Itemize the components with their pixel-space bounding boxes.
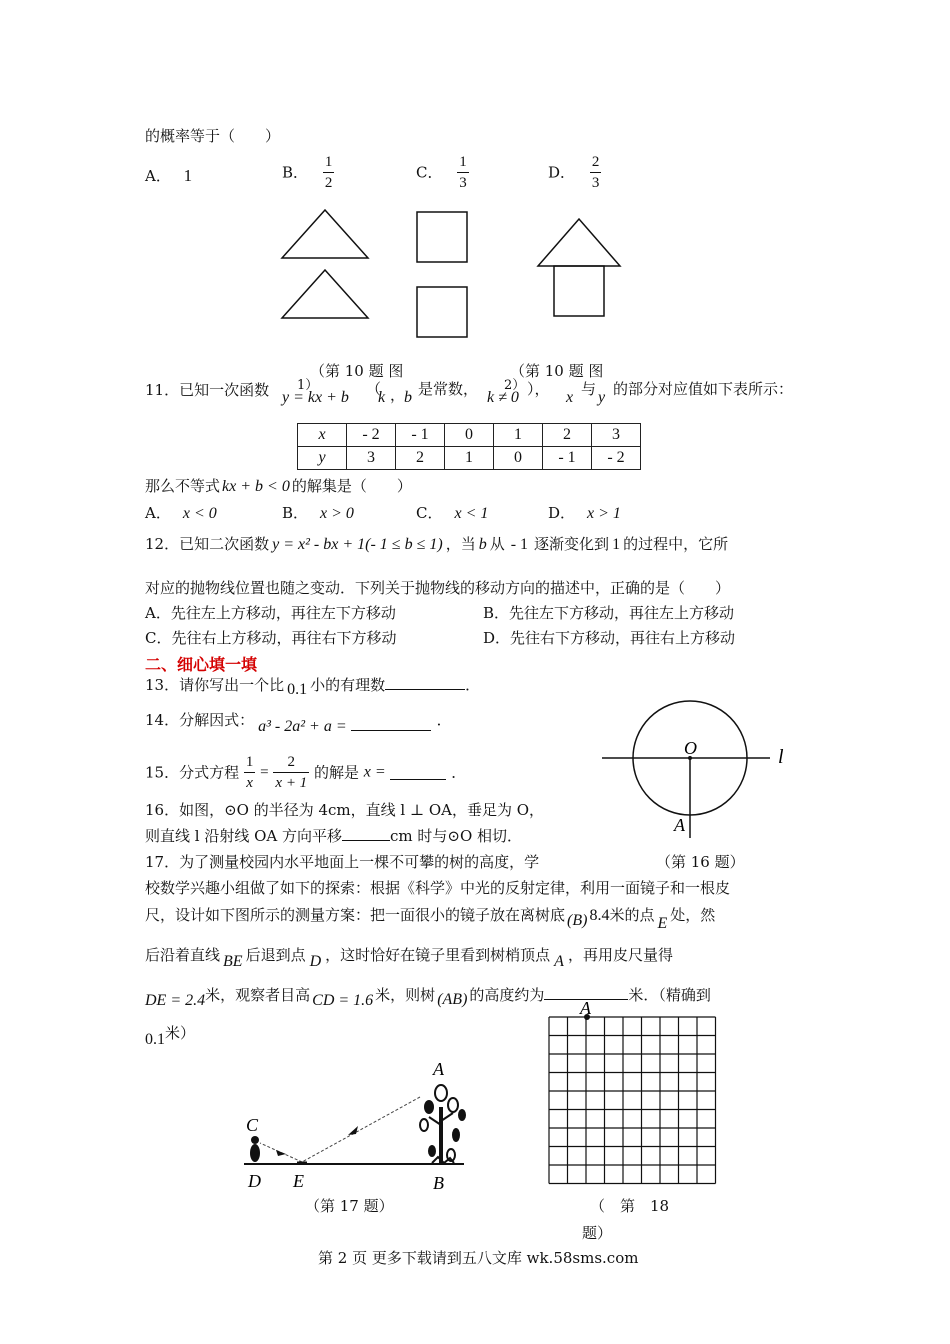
- table-cell: 0: [445, 424, 494, 447]
- tree-leaf: [435, 1085, 447, 1101]
- q11-option-b: B． x > 0: [282, 504, 354, 522]
- q11-option-c: C． x < 1: [416, 504, 489, 522]
- q11-paren-open: （: [366, 380, 382, 398]
- q12-option-d: D．先往右下方移动，再往右上方移动: [483, 629, 736, 647]
- q10-stem-tail: 的概率等于（ ）: [145, 127, 281, 145]
- tree-leaf: [428, 1145, 436, 1157]
- q17-line2: 校数学兴趣小组做了如下的探索：根据《科学》中光的反射定律，利用一面镜子和一根皮: [145, 879, 731, 897]
- q11-option-a: A． x < 0: [145, 504, 217, 522]
- q11-k: k: [378, 389, 386, 406]
- q11-option-d: D． x > 1: [548, 504, 621, 522]
- q17-line4: 后沿着直线 BE 后退到点 D ，这时恰好在镜子里看到树梢顶点 A ，再用皮尺量得: [145, 946, 673, 970]
- q13: 13．请你写出一个比 0.1 小的有理数 ．: [145, 676, 481, 698]
- q10-option-d: D． $\frac{2}{3}$: [548, 154, 600, 191]
- q12-option-c: C．先往右上方移动，再往右下方移动: [145, 629, 397, 647]
- q11-cond: k ≠ 0: [487, 389, 519, 406]
- q10-caption-right: （第 10 题 图: [510, 362, 604, 380]
- label-d: D: [248, 1171, 261, 1191]
- tree-leaf: [420, 1119, 428, 1131]
- q14: 14．分解因式： a³ - 2a² + a = ．: [145, 711, 452, 735]
- q17-line1: 17．为了测量校园内水平地面上一棵不可攀的树的高度，学: [145, 853, 540, 871]
- table-cell: 2: [543, 424, 592, 447]
- q11-overlap-1: 1）: [297, 378, 319, 393]
- q18-caption-a: （ 第 18: [590, 1197, 670, 1215]
- tree-leaf: [458, 1109, 466, 1121]
- observer-head: [251, 1136, 259, 1144]
- q10-option-c: C． $\frac{1}{3}$: [416, 154, 467, 191]
- house-roof: [538, 219, 620, 266]
- label-b: B: [433, 1173, 444, 1193]
- q11-paren-close: ），: [527, 380, 550, 398]
- table-cell: - 2: [347, 424, 396, 447]
- q10-option-a: A． 1: [145, 166, 193, 185]
- table-cell: 3: [592, 424, 641, 447]
- q15: 15．分式方程 $\frac{1}{x}$ = $\frac{2}{x + 1}$ 的解是 x = ．: [145, 754, 467, 791]
- q17-line3: 尺，设计如下图所示的测量方案：把一面很小的镜子放在离树底 (B) 8.4米的点 E 处，然: [145, 906, 716, 932]
- q11-and: 与: [581, 380, 597, 398]
- q11-stem: 11．已知一次函数: [145, 381, 270, 399]
- table-cell: x: [298, 424, 347, 447]
- label-a: A: [580, 998, 591, 1018]
- q15-answer-blank[interactable]: [390, 765, 446, 780]
- square-top: [417, 212, 467, 262]
- q11-overlap-2: 2）: [504, 378, 526, 393]
- q14-answer-blank[interactable]: [351, 712, 431, 731]
- q18-grid-figure: [540, 994, 720, 1194]
- tree-leaf: [424, 1100, 434, 1114]
- q11-const: 是常数，: [418, 380, 479, 398]
- table-cell: 1: [494, 424, 543, 447]
- triangle-bottom: [282, 270, 368, 318]
- q13-answer-blank[interactable]: [385, 675, 465, 690]
- incident-ray: [302, 1097, 420, 1162]
- ray-arrow-2: [276, 1150, 286, 1156]
- table-cell: - 2: [592, 447, 641, 470]
- page-footer: 第 2 页 更多下载请到五八文库 wk.58sms.com: [318, 1249, 639, 1267]
- label-a: A: [433, 1059, 444, 1079]
- q12-option-a: A．先往左上方移动，再往左下方移动: [145, 604, 396, 622]
- house-body: [554, 266, 604, 316]
- q11-inequality-line: 那么不等式 kx + b < 0 的解集是（ ）: [145, 477, 412, 495]
- label-e: E: [293, 1171, 304, 1191]
- observer-body: [250, 1144, 260, 1162]
- q11-formula: y = kx + b: [282, 389, 349, 406]
- q11-b: b: [404, 389, 412, 406]
- table-row: [298, 424, 641, 447]
- table-cell: y: [298, 447, 347, 470]
- tree-leaf: [448, 1098, 458, 1112]
- label-c: C: [246, 1115, 259, 1135]
- q11-comma: ，: [390, 386, 406, 404]
- tree-leaf: [452, 1128, 460, 1142]
- q10-caption-left: （第 10 题 图: [310, 362, 404, 380]
- q16-line1: 16．如图，⊙O 的半径为 4cm，直线 l ⊥ OA，垂足为 O，: [145, 801, 545, 819]
- label-l: l: [778, 746, 784, 768]
- q11-y: y: [598, 389, 606, 406]
- q16-caption: （第 16 题）: [656, 853, 745, 871]
- q12-option-b: B．先往左下方移动，再往左上方移动: [483, 604, 735, 622]
- q18-caption-b: 题）: [582, 1224, 613, 1242]
- q17-figure: [236, 1055, 476, 1195]
- ray-arrow: [348, 1126, 358, 1135]
- label-a: A: [674, 815, 685, 835]
- q16-line2: 则直线 l 沿射线 OA 方向平移 cm 时与⊙O 相切．: [145, 827, 523, 845]
- q17-caption: （第 17 题）: [305, 1197, 394, 1215]
- q16-answer-blank[interactable]: [342, 826, 390, 841]
- table-cell: - 1: [543, 447, 592, 470]
- triangle-top: [282, 210, 368, 258]
- table-cell: 2: [396, 447, 445, 470]
- table-cell: 3: [347, 447, 396, 470]
- q11-tail: 的部分对应值如下表所示：: [613, 380, 794, 398]
- q17-line6: 0.1米）: [145, 1024, 196, 1048]
- q10-figure: [270, 200, 630, 350]
- table-cell: 1: [445, 447, 494, 470]
- table-cell: 0: [494, 447, 543, 470]
- q12-line2: 对应的抛物线位置也随之变动．下列关于抛物线的移动方向的描述中，正确的是（ ）: [145, 579, 731, 597]
- label-o: O: [684, 738, 697, 758]
- q17-line5: DE = 2.4米，观察者目高 CD = 1.6 米，则树 (AB) 的高度约为 米．（精确到: [145, 986, 711, 1009]
- section-title: 二、细心填一填: [145, 655, 258, 674]
- grid: [549, 1017, 716, 1184]
- q10-option-b: B． $\frac{1}{2}$: [282, 154, 333, 191]
- table-cell: - 1: [396, 424, 445, 447]
- q11-x: x: [566, 389, 574, 406]
- square-bottom: [417, 287, 467, 337]
- q16-figure: [598, 698, 798, 848]
- q12-line1: 12．已知二次函数 y = x² - bx + 1(- 1 ≤ b ≤ 1) ，当 b 从 - 1 逐渐变化到 1 的过程中，它所: [145, 535, 729, 553]
- q11-value-table: [297, 423, 641, 470]
- table-row: [298, 447, 641, 470]
